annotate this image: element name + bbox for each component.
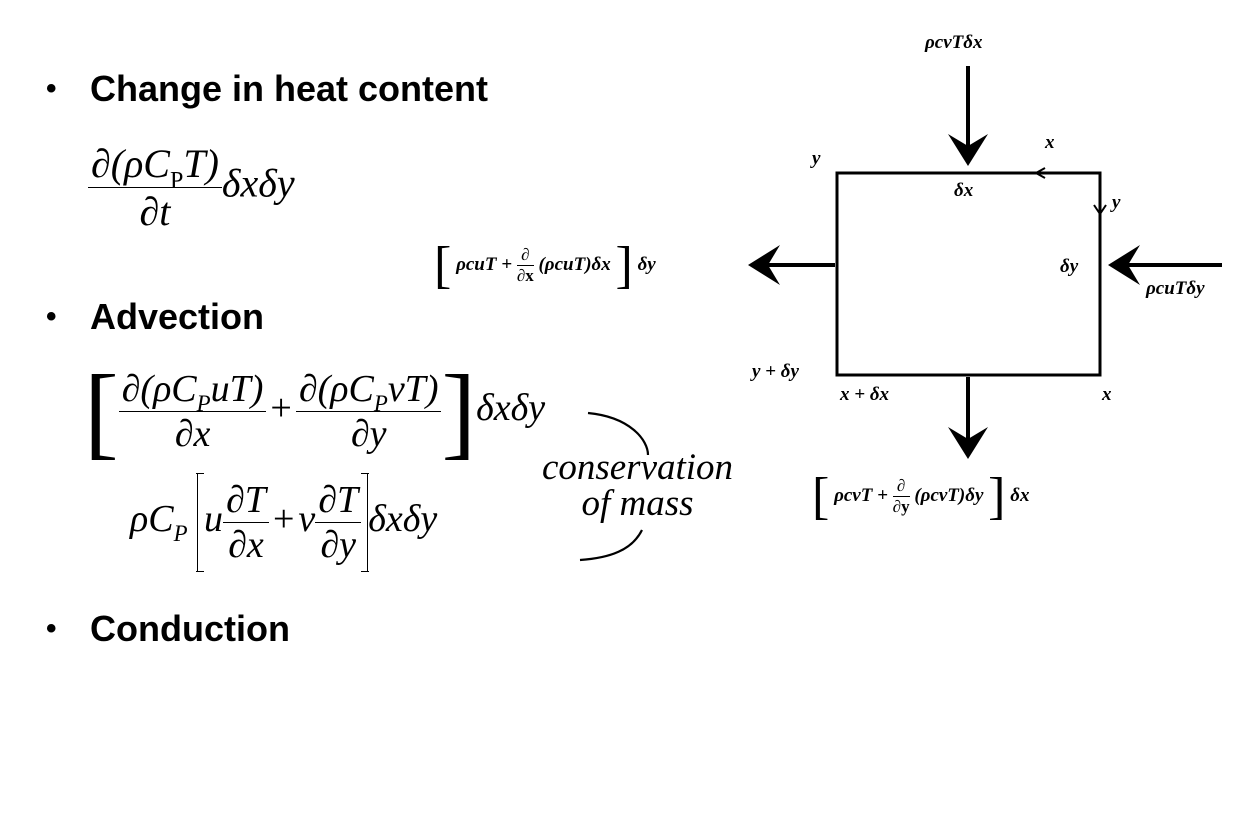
bracket-open: [ xyxy=(434,237,452,294)
denominator: ∂t xyxy=(139,189,171,234)
corner-label-bottom-left-x: x + δx xyxy=(840,384,890,405)
lead-main: ρC xyxy=(130,498,174,541)
bullet-label: Advection xyxy=(90,296,265,337)
bullet-label: Change in heat content xyxy=(90,68,489,109)
bracket-close: ] xyxy=(441,354,477,469)
bottom-flux-derivative: ∂ ∂y xyxy=(892,476,910,516)
corner-label-top-left-y: y xyxy=(812,148,821,169)
bullet-dot: • xyxy=(46,300,57,333)
right-flux-label: ρcuTδy xyxy=(1146,278,1205,299)
corner-label-right-y: y xyxy=(1112,192,1121,213)
corner-label-top-right-x: x xyxy=(1045,132,1055,153)
bracket-close: ] xyxy=(988,468,1006,525)
bullet-dot: • xyxy=(46,72,57,105)
bracket-close: ] xyxy=(615,237,633,294)
delta-xy: δxδy xyxy=(221,160,295,206)
bullet-dot: • xyxy=(46,612,57,645)
left-flux-derivative: ∂ ∂x xyxy=(516,245,534,285)
num-main: (ρC xyxy=(110,141,170,186)
bottom-flux-label xyxy=(812,467,1029,526)
bullet-label: Conduction xyxy=(90,608,290,649)
left-flux-term-a: ρcuT + xyxy=(456,253,513,275)
num-sub: P xyxy=(373,391,388,417)
delta-xy: δxδy xyxy=(476,387,546,430)
bracket-open: [ xyxy=(812,468,830,525)
plus-sign: + xyxy=(270,387,292,430)
left-flux-term-b: (ρcuT)δx xyxy=(538,253,611,275)
bottom-flux-tail: δx xyxy=(1010,484,1030,506)
num-main: ∂(ρC xyxy=(298,368,374,410)
partial-symbol: ∂ xyxy=(91,141,111,186)
corner-label-bottom-right-x: x xyxy=(1102,384,1112,405)
dT-dy-fraction: $\frac{\partial T}{\partial y}$ xyxy=(315,478,361,567)
left-flux-tail: δy xyxy=(637,253,656,275)
num-sub: P xyxy=(196,391,211,417)
num-sub: P xyxy=(169,167,184,194)
bottom-flux-term-a: ρcvT + xyxy=(834,484,888,506)
top-flux-label: ρcvTδx xyxy=(925,32,983,53)
num-main: ∂(ρC xyxy=(121,368,197,410)
left-flux-label xyxy=(434,236,656,295)
dT-dx-fraction: $\frac{\partial T}{\partial x}$ xyxy=(223,478,269,567)
lead-sub: P xyxy=(173,521,188,547)
label-top-dx: δx xyxy=(954,180,974,201)
denominator: ∂y xyxy=(350,413,387,455)
num-tail: vT) xyxy=(387,368,439,410)
corner-label-bottom-left-y: y + δy xyxy=(752,361,799,382)
u-var: u xyxy=(204,498,224,541)
num-tail: T) xyxy=(183,141,219,186)
plus-sign: + xyxy=(272,498,295,541)
num-tail: uT) xyxy=(210,368,264,410)
bottom-flux-term-b: (ρcvT)δy xyxy=(914,484,984,506)
note-line-2: of mass xyxy=(581,483,694,524)
denominator: ∂x xyxy=(174,413,211,455)
delta-xy: δxδy xyxy=(368,498,438,541)
v-var: v xyxy=(298,498,316,541)
label-right-dy: δy xyxy=(1060,256,1079,277)
note-line-1: conservation xyxy=(541,447,734,488)
bracket-open: [ xyxy=(84,354,119,469)
